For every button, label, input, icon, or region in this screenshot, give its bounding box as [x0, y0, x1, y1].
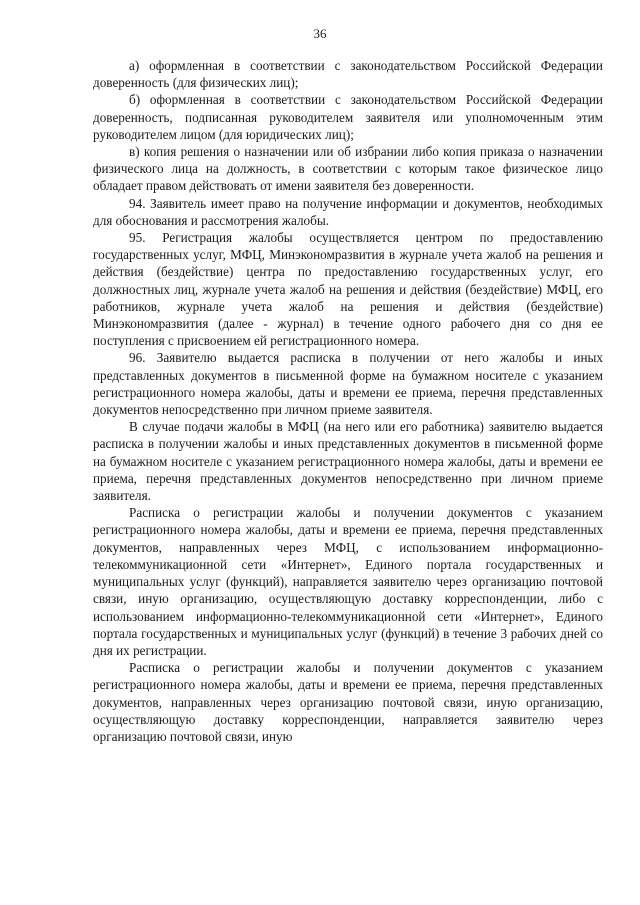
paragraph-95: 95. Регистрация жалобы осуществляется центром по предоставлению государственных услуг, МФЦ, Минэкономразвития в журнале учета жалоб на решения и действия (бездействие) центра по предоставлению государственных услуг, его должностных лиц, журнале учета жалоб на решения и действия (бездействие) МФЦ, его работников, журнале учета жалоб на решения и действия (бездействие) Минэкономразвития (далее - журнал) в течение одного рабочего дня со дня ее поступления с присвоением ей регистрационного номера. [93, 230, 603, 349]
paragraph-v: в) копия решения о назначении или об избрании либо копия приказа о назначении физического лица на должность, в соответствии с которым такое физическое лицо обладает правом действовать от имени заявителя без доверенности. [93, 144, 603, 194]
paragraph-mfc-receipt: В случае подачи жалобы в МФЦ (на него или его работника) заявителю выдается расписка в получении жалобы и иных представленных документов в письменной форме на бумажном носителе с указанием регистрационного номера жалобы, даты и времени ее приема, перечня представленных документов непосредственно при личном приеме заявителя. [93, 419, 603, 504]
paragraph-b: б) оформленная в соответствии с законодательством Российской Федерации доверенность, подписанная руководителем заявителя или уполномоченным этим руководителем лицом (для юридических лиц); [93, 92, 603, 142]
paragraph-96: 96. Заявителю выдается расписка в получении от него жалобы и иных представленных документов в письменной форме на бумажном носителе с указанием регистрационного номера жалобы, даты и времени ее приема, перечня представленных документов непосредственно при личном приеме заявителя. [93, 350, 603, 418]
paragraph-a: а) оформленная в соответствии с законодательством Российской Федерации доверенность (для физических лиц); [93, 58, 603, 91]
paragraph-receipt-postal: Расписка о регистрации жалобы и получении документов с указанием регистрационного номера жалобы, даты и времени ее приема, перечня представленных документов, направленных через организацию почтовой связи, иную организацию, осуществляющую доставку корреспонденции, направляется заявителю через организацию почтовой связи, иную [93, 660, 603, 744]
page-number: 36 [313, 26, 327, 41]
document-body [93, 57, 603, 745]
paragraph-receipt-internet: Расписка о регистрации жалобы и получении документов с указанием регистрационного номера жалобы, даты и времени ее приема, перечня представленных документов, направленных через МФЦ, с использованием информационно-телекоммуникационной сети «Интернет», Единого портала государственных и муниципальных услуг (функций), направляется заявителю через организацию почтовой связи, иную организацию, осуществляющую доставку корреспонденции, либо с использованием информационно-телекоммуникационной сети «Интернет», Единого портала государственных и муниципальных услуг (функций) в течение 3 рабочих дней со дня их регистрации. [93, 505, 603, 658]
paragraph-94: 94. Заявитель имеет право на получение информации и документов, необходимых для обоснования и рассмотрения жалобы. [93, 195, 603, 228]
